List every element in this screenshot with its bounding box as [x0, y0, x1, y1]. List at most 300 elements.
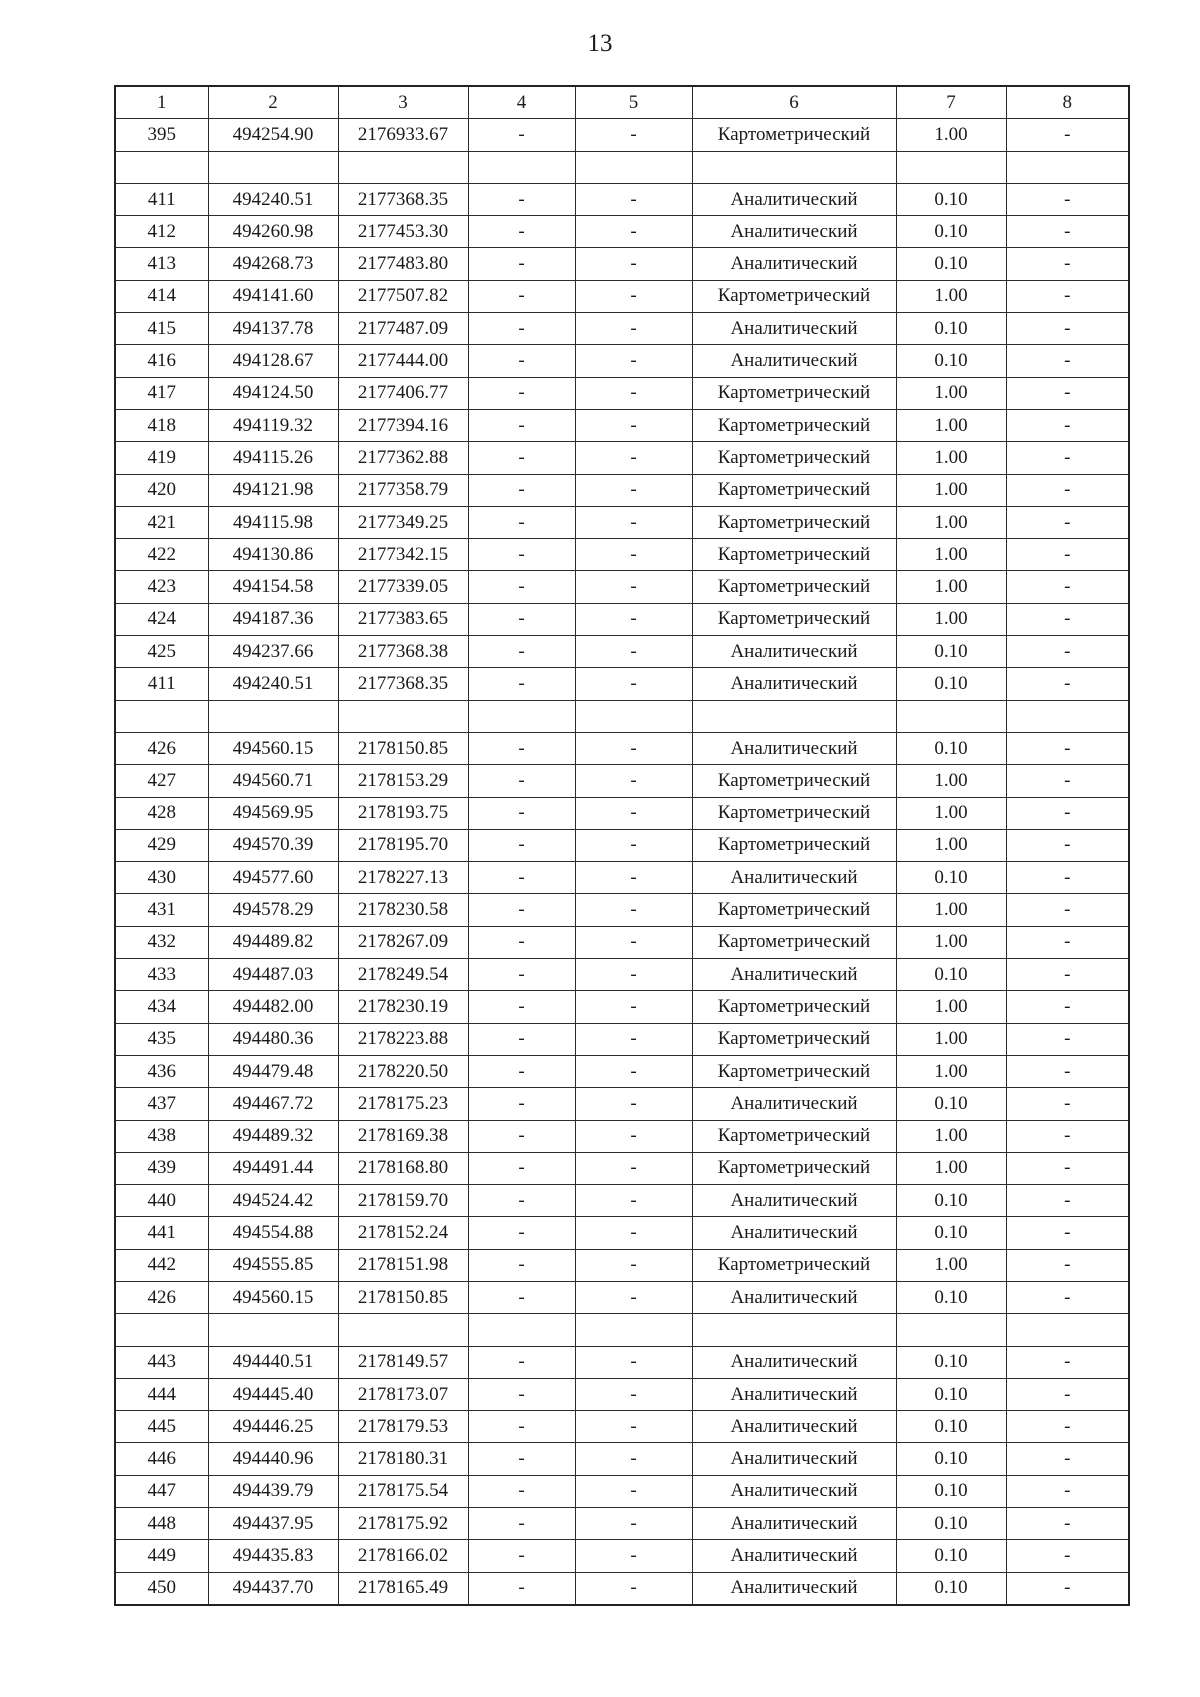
- table-row: [115, 668, 1129, 700]
- table-row: [115, 571, 1129, 603]
- table-row: [115, 894, 1129, 926]
- table-cell: Аналитический: [692, 1378, 896, 1410]
- table-cell: -: [1006, 926, 1129, 958]
- table-row: [115, 1443, 1129, 1475]
- table-row: [115, 506, 1129, 538]
- table-cell: Аналитический: [692, 1443, 896, 1475]
- table-cell: 2178175.92: [338, 1508, 468, 1540]
- table-cell: -: [575, 797, 692, 829]
- table-cell: 1.00: [896, 1120, 1006, 1152]
- table-cell: -: [468, 474, 575, 506]
- table-cell: 1.00: [896, 280, 1006, 312]
- table-cell: -: [575, 280, 692, 312]
- table-cell: 494141.60: [208, 280, 338, 312]
- table-cell: 426: [115, 1281, 208, 1313]
- table-cell: -: [468, 668, 575, 700]
- table-cell: -: [575, 1572, 692, 1605]
- table-cell: -: [468, 1508, 575, 1540]
- table-cell: 2178168.80: [338, 1152, 468, 1184]
- table-cell: [575, 1314, 692, 1346]
- table-cell: Аналитический: [692, 862, 896, 894]
- table-cell: -: [575, 765, 692, 797]
- table-cell: 433: [115, 959, 208, 991]
- table-cell: 0.10: [896, 1475, 1006, 1507]
- table-cell: Аналитический: [692, 248, 896, 280]
- column-header: 7: [896, 86, 1006, 119]
- table-cell: 395: [115, 119, 208, 151]
- table-row: [115, 1572, 1129, 1605]
- table-cell: 0.10: [896, 959, 1006, 991]
- table-cell: Картометрический: [692, 1120, 896, 1152]
- table-cell: 411: [115, 668, 208, 700]
- table-cell: Аналитический: [692, 668, 896, 700]
- table-cell: 446: [115, 1443, 208, 1475]
- table-cell: 494467.72: [208, 1088, 338, 1120]
- table-cell: 2177358.79: [338, 474, 468, 506]
- table-cell: 494555.85: [208, 1249, 338, 1281]
- table-cell: 416: [115, 345, 208, 377]
- column-header: 6: [692, 86, 896, 119]
- table-cell: Картометрический: [692, 797, 896, 829]
- table-cell: -: [1006, 1443, 1129, 1475]
- table-row: [115, 539, 1129, 571]
- table-cell: -: [1006, 1508, 1129, 1540]
- table-cell: 1.00: [896, 119, 1006, 151]
- table-cell: 418: [115, 409, 208, 441]
- table-row: [115, 183, 1129, 215]
- table-cell: -: [468, 636, 575, 668]
- table-cell: 494569.95: [208, 797, 338, 829]
- table-row: [115, 345, 1129, 377]
- table-cell: -: [1006, 506, 1129, 538]
- table-cell: 438: [115, 1120, 208, 1152]
- table-cell: -: [1006, 248, 1129, 280]
- table-cell: 494137.78: [208, 313, 338, 345]
- table-cell: 1.00: [896, 894, 1006, 926]
- table-cell: -: [575, 1378, 692, 1410]
- table-cell: -: [575, 539, 692, 571]
- table-cell: -: [1006, 1346, 1129, 1378]
- table-cell: [468, 700, 575, 732]
- table-cell: 414: [115, 280, 208, 312]
- table-cell: 494124.50: [208, 377, 338, 409]
- table-cell: [692, 700, 896, 732]
- table-cell: 494237.66: [208, 636, 338, 668]
- table-cell: 0.10: [896, 636, 1006, 668]
- table-cell: 2177362.88: [338, 442, 468, 474]
- table-cell: 2178179.53: [338, 1411, 468, 1443]
- table-cell: 494570.39: [208, 829, 338, 861]
- table-cell: Аналитический: [692, 1572, 896, 1605]
- table-cell: -: [1006, 119, 1129, 151]
- table-row: [115, 409, 1129, 441]
- table-cell: 415: [115, 313, 208, 345]
- table-cell: 1.00: [896, 797, 1006, 829]
- table-cell: Картометрический: [692, 442, 896, 474]
- table-cell: 435: [115, 1023, 208, 1055]
- table-cell: Картометрический: [692, 603, 896, 635]
- table-cell: 439: [115, 1152, 208, 1184]
- table-cell: 494254.90: [208, 119, 338, 151]
- table-cell: 2178151.98: [338, 1249, 468, 1281]
- table-cell: [115, 700, 208, 732]
- table-cell: 426: [115, 732, 208, 764]
- table-cell: -: [1006, 1411, 1129, 1443]
- table-cell: -: [1006, 732, 1129, 764]
- table-cell: -: [1006, 183, 1129, 215]
- table-row: [115, 1120, 1129, 1152]
- table-cell: 494187.36: [208, 603, 338, 635]
- table-cell: 1.00: [896, 474, 1006, 506]
- table-cell: Аналитический: [692, 1508, 896, 1540]
- table-cell: Картометрический: [692, 539, 896, 571]
- table-cell: -: [575, 1152, 692, 1184]
- table-cell: 2177507.82: [338, 280, 468, 312]
- table-row: [115, 991, 1129, 1023]
- table-spacer-row: [115, 151, 1129, 183]
- table-cell: -: [468, 345, 575, 377]
- table-cell: 0.10: [896, 1281, 1006, 1313]
- table-cell: -: [575, 636, 692, 668]
- table-cell: 0.10: [896, 1217, 1006, 1249]
- table-cell: 494435.83: [208, 1540, 338, 1572]
- table-cell: Картометрический: [692, 1023, 896, 1055]
- table-cell: 2177368.38: [338, 636, 468, 668]
- table-cell: 494560.71: [208, 765, 338, 797]
- table-cell: 1.00: [896, 506, 1006, 538]
- table-cell: Аналитический: [692, 1185, 896, 1217]
- table-cell: Аналитический: [692, 959, 896, 991]
- table-row: [115, 1152, 1129, 1184]
- table-row: [115, 280, 1129, 312]
- table-cell: -: [1006, 603, 1129, 635]
- table-cell: [575, 151, 692, 183]
- table-cell: -: [575, 1023, 692, 1055]
- table-spacer-row: [115, 1314, 1129, 1346]
- table-cell: -: [1006, 1540, 1129, 1572]
- table-cell: 494560.15: [208, 1281, 338, 1313]
- table-cell: 430: [115, 862, 208, 894]
- table-cell: -: [1006, 991, 1129, 1023]
- table-cell: -: [1006, 1475, 1129, 1507]
- table-cell: Аналитический: [692, 636, 896, 668]
- table-cell: 494440.51: [208, 1346, 338, 1378]
- table-cell: 2178150.85: [338, 1281, 468, 1313]
- table-cell: -: [575, 377, 692, 409]
- table-cell: 2178230.19: [338, 991, 468, 1023]
- table-cell: 429: [115, 829, 208, 861]
- table-cell: Картометрический: [692, 1152, 896, 1184]
- table-cell: [692, 151, 896, 183]
- table-row: [115, 732, 1129, 764]
- table-cell: 434: [115, 991, 208, 1023]
- table-cell: [1006, 1314, 1129, 1346]
- table-cell: -: [1006, 377, 1129, 409]
- table-cell: [208, 1314, 338, 1346]
- table-cell: -: [468, 506, 575, 538]
- table-cell: 494115.26: [208, 442, 338, 474]
- table-cell: 412: [115, 216, 208, 248]
- table-cell: -: [575, 959, 692, 991]
- table-cell: -: [468, 959, 575, 991]
- table-cell: 428: [115, 797, 208, 829]
- table-cell: 494119.32: [208, 409, 338, 441]
- table-cell: 423: [115, 571, 208, 603]
- table-cell: Аналитический: [692, 1217, 896, 1249]
- table-cell: 2177368.35: [338, 183, 468, 215]
- table-cell: 2177349.25: [338, 506, 468, 538]
- table-cell: 432: [115, 926, 208, 958]
- table-cell: 2177483.80: [338, 248, 468, 280]
- table-cell: 0.10: [896, 216, 1006, 248]
- table-cell: Картометрический: [692, 377, 896, 409]
- table-cell: 494554.88: [208, 1217, 338, 1249]
- table-cell: 2178150.85: [338, 732, 468, 764]
- table-cell: -: [1006, 345, 1129, 377]
- table-cell: 494489.32: [208, 1120, 338, 1152]
- table-cell: 0.10: [896, 1508, 1006, 1540]
- table-cell: 2177444.00: [338, 345, 468, 377]
- table-cell: -: [468, 1475, 575, 1507]
- table-cell: -: [1006, 668, 1129, 700]
- table-cell: 2177342.15: [338, 539, 468, 571]
- table-cell: -: [1006, 1055, 1129, 1087]
- table-cell: 0.10: [896, 183, 1006, 215]
- table-cell: [208, 151, 338, 183]
- table-cell: -: [468, 571, 575, 603]
- table-cell: 494560.15: [208, 732, 338, 764]
- table-cell: [1006, 700, 1129, 732]
- table-cell: -: [575, 1088, 692, 1120]
- table-cell: -: [575, 119, 692, 151]
- table-cell: -: [1006, 442, 1129, 474]
- table-cell: 2178227.13: [338, 862, 468, 894]
- table-cell: [692, 1314, 896, 1346]
- table-cell: -: [468, 183, 575, 215]
- table-cell: -: [575, 313, 692, 345]
- table-cell: -: [575, 1217, 692, 1249]
- table-row: [115, 829, 1129, 861]
- table-cell: 494240.51: [208, 183, 338, 215]
- table-cell: Аналитический: [692, 1475, 896, 1507]
- table-cell: [208, 700, 338, 732]
- table-cell: -: [575, 603, 692, 635]
- table-cell: Картометрический: [692, 280, 896, 312]
- table-cell: -: [1006, 1572, 1129, 1605]
- table-cell: 2178180.31: [338, 1443, 468, 1475]
- table-cell: -: [468, 1152, 575, 1184]
- table-cell: 422: [115, 539, 208, 571]
- table-cell: [575, 700, 692, 732]
- table-cell: 2178152.24: [338, 1217, 468, 1249]
- table-cell: -: [468, 1055, 575, 1087]
- table-cell: 494440.96: [208, 1443, 338, 1475]
- table-cell: 2178230.58: [338, 894, 468, 926]
- table-cell: 1.00: [896, 1152, 1006, 1184]
- table-cell: Картометрический: [692, 1249, 896, 1281]
- table-cell: 2178175.23: [338, 1088, 468, 1120]
- column-header: 5: [575, 86, 692, 119]
- table-cell: 2178173.07: [338, 1378, 468, 1410]
- table-cell: 0.10: [896, 668, 1006, 700]
- table-cell: 431: [115, 894, 208, 926]
- table-cell: -: [575, 732, 692, 764]
- table-cell: -: [575, 1281, 692, 1313]
- table-cell: 494240.51: [208, 668, 338, 700]
- table-row: [115, 216, 1129, 248]
- table-row: [115, 1185, 1129, 1217]
- table-cell: -: [468, 539, 575, 571]
- table-cell: Картометрический: [692, 506, 896, 538]
- table-cell: -: [468, 894, 575, 926]
- table-row: [115, 1249, 1129, 1281]
- table-header-row: [115, 86, 1129, 119]
- table-cell: -: [1006, 409, 1129, 441]
- table-cell: 1.00: [896, 1055, 1006, 1087]
- table-cell: -: [468, 1540, 575, 1572]
- table-cell: 411: [115, 183, 208, 215]
- table-cell: 2178169.38: [338, 1120, 468, 1152]
- table-cell: 2178267.09: [338, 926, 468, 958]
- table-cell: 425: [115, 636, 208, 668]
- table-body: [115, 119, 1129, 1605]
- table-cell: -: [575, 894, 692, 926]
- table-cell: -: [1006, 829, 1129, 861]
- table-cell: -: [575, 506, 692, 538]
- table-cell: 1.00: [896, 571, 1006, 603]
- table-cell: 494154.58: [208, 571, 338, 603]
- table-cell: 2178249.54: [338, 959, 468, 991]
- table-cell: 2178223.88: [338, 1023, 468, 1055]
- table-cell: -: [575, 926, 692, 958]
- table-cell: [1006, 151, 1129, 183]
- coordinates-table: [114, 85, 1130, 1606]
- table-cell: 494446.25: [208, 1411, 338, 1443]
- table-cell: 1.00: [896, 765, 1006, 797]
- table-cell: 413: [115, 248, 208, 280]
- table-cell: 2177383.65: [338, 603, 468, 635]
- column-header: 2: [208, 86, 338, 119]
- table-cell: 2178220.50: [338, 1055, 468, 1087]
- table-cell: -: [1006, 797, 1129, 829]
- table-cell: -: [468, 603, 575, 635]
- table-cell: -: [575, 1055, 692, 1087]
- table-row: [115, 474, 1129, 506]
- table-cell: 0.10: [896, 1378, 1006, 1410]
- table-cell: Аналитический: [692, 345, 896, 377]
- table-cell: 0.10: [896, 1088, 1006, 1120]
- table-cell: 417: [115, 377, 208, 409]
- table-row: [115, 1023, 1129, 1055]
- table-cell: 420: [115, 474, 208, 506]
- table-cell: 1.00: [896, 1023, 1006, 1055]
- table-cell: -: [468, 926, 575, 958]
- table-cell: -: [575, 829, 692, 861]
- table-cell: -: [1006, 216, 1129, 248]
- table-cell: -: [468, 313, 575, 345]
- table-cell: Аналитический: [692, 1088, 896, 1120]
- table-row: [115, 765, 1129, 797]
- table-cell: Аналитический: [692, 1540, 896, 1572]
- table-cell: -: [575, 1540, 692, 1572]
- table-cell: 0.10: [896, 732, 1006, 764]
- table-cell: -: [468, 280, 575, 312]
- table-cell: 2176933.67: [338, 119, 468, 151]
- table-row: [115, 377, 1129, 409]
- table-cell: -: [468, 1572, 575, 1605]
- table-row: [115, 248, 1129, 280]
- table-cell: -: [575, 1411, 692, 1443]
- table-row: [115, 1540, 1129, 1572]
- table-cell: [338, 151, 468, 183]
- table-cell: 444: [115, 1378, 208, 1410]
- table-cell: -: [468, 1378, 575, 1410]
- table-cell: Аналитический: [692, 183, 896, 215]
- table-cell: 2177453.30: [338, 216, 468, 248]
- table-cell: -: [468, 1411, 575, 1443]
- table-cell: 442: [115, 1249, 208, 1281]
- table-cell: -: [468, 862, 575, 894]
- table-cell: [338, 700, 468, 732]
- table-cell: 1.00: [896, 603, 1006, 635]
- table-row: [115, 442, 1129, 474]
- table-row: [115, 1217, 1129, 1249]
- table-cell: 494115.98: [208, 506, 338, 538]
- table-cell: -: [468, 409, 575, 441]
- table-cell: 440: [115, 1185, 208, 1217]
- table-cell: -: [575, 1346, 692, 1378]
- table-cell: 494524.42: [208, 1185, 338, 1217]
- table-cell: -: [1006, 894, 1129, 926]
- table-cell: Аналитический: [692, 1346, 896, 1378]
- table-cell: -: [575, 668, 692, 700]
- table-cell: 0.10: [896, 345, 1006, 377]
- table-cell: -: [468, 1185, 575, 1217]
- table-cell: 2178159.70: [338, 1185, 468, 1217]
- table-cell: -: [575, 345, 692, 377]
- table-row: [115, 1411, 1129, 1443]
- table-cell: 494489.82: [208, 926, 338, 958]
- table-cell: 437: [115, 1088, 208, 1120]
- table-row: [115, 119, 1129, 151]
- table-cell: 0.10: [896, 1572, 1006, 1605]
- table-cell: Аналитический: [692, 1411, 896, 1443]
- table-cell: 0.10: [896, 313, 1006, 345]
- table-cell: 1.00: [896, 442, 1006, 474]
- table-cell: Картометрический: [692, 926, 896, 958]
- table-row: [115, 926, 1129, 958]
- table-cell: 1.00: [896, 829, 1006, 861]
- table-cell: -: [1006, 862, 1129, 894]
- table-cell: -: [575, 474, 692, 506]
- table-cell: 494479.48: [208, 1055, 338, 1087]
- table-cell: [468, 151, 575, 183]
- table-cell: -: [1006, 1023, 1129, 1055]
- table-cell: [468, 1314, 575, 1346]
- table-cell: Картометрический: [692, 474, 896, 506]
- table-row: [115, 1055, 1129, 1087]
- table-cell: -: [1006, 1088, 1129, 1120]
- column-header: 8: [1006, 86, 1129, 119]
- table-cell: 494268.73: [208, 248, 338, 280]
- table-cell: -: [468, 1088, 575, 1120]
- table-cell: 1.00: [896, 991, 1006, 1023]
- table-cell: 2177339.05: [338, 571, 468, 603]
- table-cell: -: [575, 216, 692, 248]
- table-cell: -: [468, 991, 575, 1023]
- table-row: [115, 1088, 1129, 1120]
- table-cell: -: [575, 1120, 692, 1152]
